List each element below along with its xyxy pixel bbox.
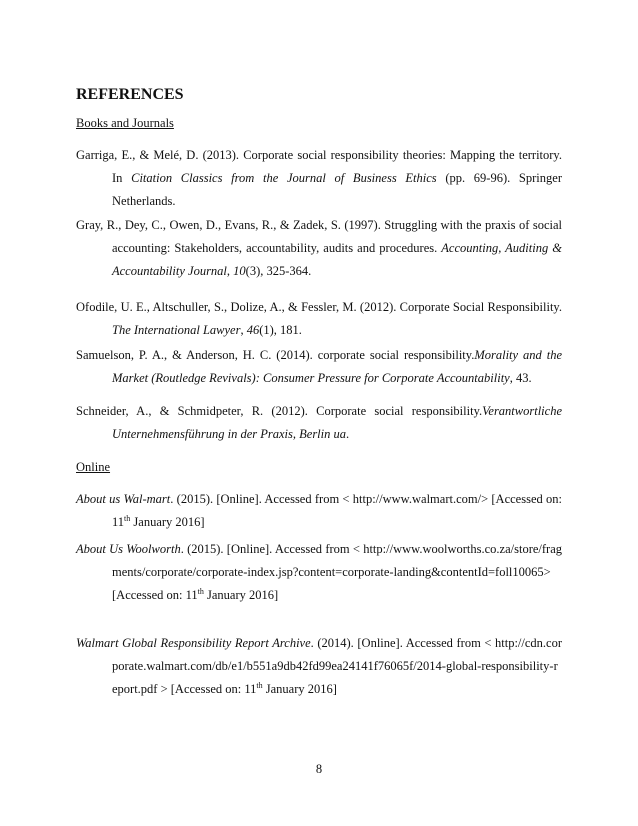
ref-superscript: th	[197, 586, 204, 596]
reference-schneider	[76, 400, 562, 446]
reference-woolworth	[76, 538, 562, 607]
reference-ofodile	[76, 296, 562, 342]
ref-text: . (2014). [Online]. Accessed from < http://cdn.corporate.walmart.com/db/e1/b551a9db42fd99ea24141f76065f/2014-global-responsibility-report.pdf > [Accessed on: 11	[112, 636, 562, 696]
ref-text: Samuelson, P. A., & Anderson, H. C. (2014). corporate social responsibility.	[76, 348, 475, 362]
ref-text: ,	[226, 264, 234, 278]
ref-text: ,	[240, 323, 247, 337]
ref-text: January 2016]	[262, 682, 337, 696]
reference-garriga	[76, 144, 562, 213]
reference-gray	[76, 214, 562, 283]
ref-title: About us Wal-mart	[76, 492, 171, 506]
ref-text: (pp. 69-96). Springer Netherlands.	[112, 171, 562, 208]
books-journals-subheading: Books and Journals	[76, 116, 174, 130]
ref-superscript: th	[124, 513, 131, 523]
ref-text: (3), 325-364.	[245, 264, 312, 278]
ref-title: Verantwortliche Unternehmensführung in der Praxis, Berlin ua	[112, 404, 562, 441]
online-subheading: Online	[76, 460, 111, 474]
ref-text: .	[346, 427, 350, 441]
reference-walmart	[76, 488, 562, 534]
reference-walmart-report	[76, 632, 562, 701]
ref-text: January 2016]	[203, 588, 279, 602]
ref-title: Walmart Global Responsibility Report Archive	[76, 636, 311, 650]
ref-title: The International Lawyer	[112, 323, 241, 337]
ref-text: . (2015). [Online]. Accessed from < http://www.walmart.com/> [Accessed on: 11	[112, 492, 562, 529]
ref-title: Citation Classics from the Journal of Business Ethics	[131, 171, 437, 185]
ref-superscript: th	[256, 680, 263, 690]
ref-text: Schneider, A., & Schmidpeter, R. (2012). Corporate social responsibility.	[76, 404, 483, 418]
ref-text: (1), 181.	[259, 323, 302, 337]
ref-volume: 46	[246, 323, 260, 337]
references-heading: REFERENCES	[76, 86, 184, 103]
reference-samuelson	[76, 344, 562, 390]
ref-text: Garriga, E., & Melé, D. (2013). Corporate social responsibility theories: Mapping the territory. In	[76, 148, 562, 185]
ref-title: Morality and the Market (Routledge Revivals): Consumer Pressure for Corporate Accountability	[112, 348, 562, 385]
ref-text: Ofodile, U. E., Altschuller, S., Dolize, A., & Fessler, M. (2012). Corporate Social Responsibility.	[76, 300, 562, 314]
ref-text: , 43.	[509, 371, 532, 385]
ref-volume: 10	[233, 264, 246, 278]
ref-text: January 2016]	[130, 515, 205, 529]
ref-text: . (2015). [Online]. Accessed from < http://www.woolworths.co.za/store/fragments/corporate/corporate-index.jsp?content=corporate-landing&contentId=foll10065> [Accessed on: 11	[112, 542, 562, 602]
ref-title: Accounting, Auditing & Accountability Journal	[112, 241, 562, 278]
ref-title: About Us Woolworth	[76, 542, 181, 556]
page-number: 8	[315, 762, 323, 776]
ref-text: Gray, R., Dey, C., Owen, D., Evans, R., & Zadek, S. (1997). Struggling with the praxis of social accounting: Stakeholders, accountability, audits and procedures.	[76, 218, 562, 255]
